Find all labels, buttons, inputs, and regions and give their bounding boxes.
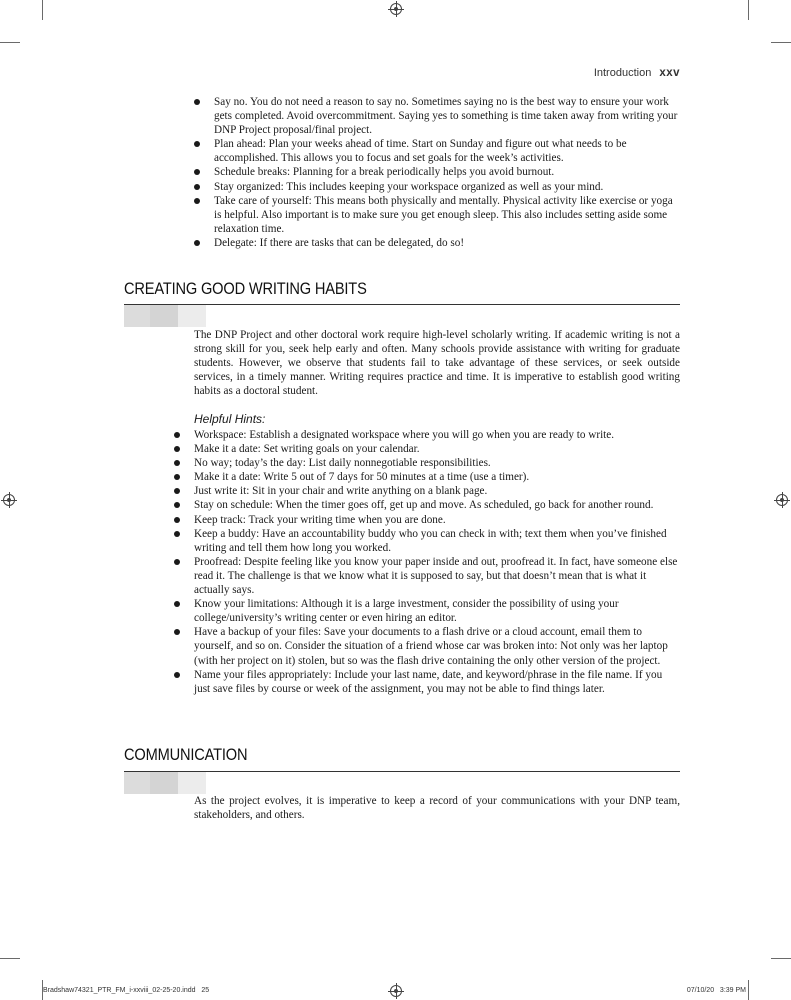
section-rule	[124, 771, 680, 772]
list-item: Know your limitations: Although it is a large investment, consider the possibility of using your college/university’s writing center or even hiring an editor.	[174, 597, 680, 625]
section-rule	[124, 304, 680, 305]
crop-mark	[771, 42, 791, 43]
crop-mark	[771, 958, 791, 959]
crop-mark	[0, 958, 20, 959]
list-item: Say no. You do not need a reason to say no. Sometimes saying no is the best way to ensure your work gets completed. Avoid overcommitment. Saying yes to something is time taken away from writing your DNP Project proposal/final project.	[194, 95, 680, 137]
list-item: Proofread: Despite feeling like you know your paper inside and out, proofread it. In fact, have someone else read it. The challenge is that we know what it is supposed to say, but that doesn’t mean that is what it actually says.	[174, 555, 680, 597]
list-item: No way; today’s the day: List daily nonnegotiable responsibilities.	[174, 456, 680, 470]
section-heading-communication: COMMUNICATION	[124, 745, 248, 764]
list-item: Keep a buddy: Have an accountability buddy who you can check in with; text them when you’ve finished writing and tell them how long you worked.	[174, 527, 680, 555]
list-item: Plan ahead: Plan your weeks ahead of time. Start on Sunday and figure out what needs to be accomplished. This allows you to focus and set goals for the week’s activities.	[194, 137, 680, 165]
list-item: Take care of yourself: This means both physically and mentally. Physical activity like exercise or yoga is helpful. Also important is to make sure you get enough sleep. This also includes setting aside some relaxation time.	[194, 194, 680, 236]
list-item: Stay on schedule: When the timer goes off, get up and move. As scheduled, go back for another round.	[174, 498, 680, 512]
list-item: Name your files appropriately: Include your last name, date, and keyword/phrase in the file name. If you just save files by course or week of the assignment, you may not be able to find things later.	[174, 668, 680, 696]
registration-mark-right-icon	[776, 494, 788, 506]
registration-mark-bottom-icon	[390, 985, 402, 997]
list-item: Make it a date: Set writing goals on your calendar.	[174, 442, 680, 456]
writing-habits-paragraph: The DNP Project and other doctoral work require high-level scholarly writing. If academic writing is not a strong skill for you, seek help early and often. Many schools provide assistance with writing for graduate students. However, we observe that students fail to take advantage of these services, or seek outside services, in a timely manner. Writing requires practice and time. It is imperative to establish good writing habits as a doctoral student.	[194, 329, 680, 398]
communication-paragraph: As the project evolves, it is imperative to keep a record of your communications with your DNP team, stakeholders, and others.	[194, 795, 680, 822]
list-item: Delegate: If there are tasks that can be delegated, do so!	[194, 236, 680, 250]
list-item: Workspace: Establish a designated workspace where you will go when you are ready to write.	[174, 428, 680, 442]
crop-mark	[748, 0, 749, 20]
helpful-hints-list	[174, 428, 680, 696]
running-head	[594, 67, 680, 79]
list-item: Make it a date: Write 5 out of 7 days for 50 minutes at a time (use a timer).	[174, 470, 680, 484]
crop-mark	[0, 42, 20, 43]
slug-datetime: 07/10/20 3:39 PM	[686, 987, 746, 994]
section-heading-writing-habits: CREATING GOOD WRITING HABITS	[124, 279, 367, 298]
crop-mark	[42, 0, 43, 20]
registration-mark-top-icon	[390, 3, 402, 15]
list-item: Schedule breaks: Planning for a break periodically helps you avoid burnout.	[194, 165, 680, 179]
page-number: xxv	[659, 67, 680, 79]
registration-mark-left-icon	[3, 494, 15, 506]
list-item: Stay organized: This includes keeping your workspace organized as well as your mind.	[194, 180, 680, 194]
crop-mark	[748, 980, 749, 1000]
running-head-section: Introduction	[593, 67, 652, 79]
top-bullet-list	[194, 95, 680, 250]
list-item: Just write it: Sit in your chair and write anything on a blank page.	[174, 484, 680, 498]
slug-file-info: Bradshaw74321_PTR_FM_i-xxviii_02-25-20.indd 25	[43, 987, 210, 994]
list-item: Keep track: Track your writing time when you are done.	[174, 513, 680, 527]
list-item: Have a backup of your files: Save your documents to a flash drive or a cloud account, email them to yourself, and so on. Consider the situation of a friend whose car was broken into: Not only was her laptop (with her project on it) stolen, but so was the flash drive containing the only other version of the project.	[174, 625, 680, 667]
helpful-hints-heading: Helpful Hints:	[194, 412, 266, 426]
